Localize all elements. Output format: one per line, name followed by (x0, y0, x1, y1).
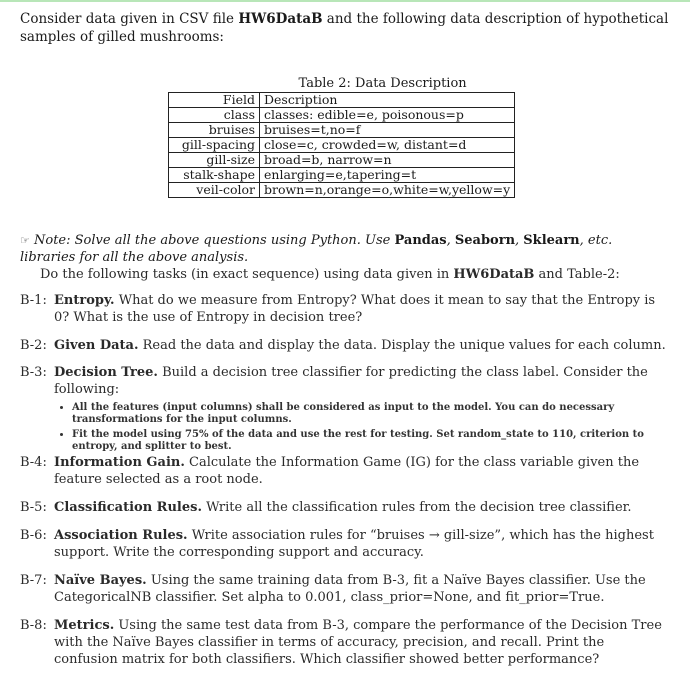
task-body (54, 617, 670, 668)
task-body (54, 499, 670, 516)
task-text: Calculate the Information Game (IG) for the class variable given the feature selected as a root node. (54, 455, 640, 487)
table-row (169, 138, 515, 153)
note-text: Note: Solve all the above questions using Python. Use (29, 233, 395, 248)
task-number: B-6: (20, 528, 47, 543)
task-number: B-8: (20, 618, 47, 633)
description-cell: broad=b, narrow=n (260, 153, 515, 168)
table-row (169, 183, 515, 198)
field-cell: veil-color (169, 183, 260, 198)
description-cell: close=c, crowded=w, distant=d (260, 138, 515, 153)
description-cell: bruises=t,no=f (260, 123, 515, 138)
task-body (54, 572, 670, 606)
task-body (54, 337, 670, 354)
header-field: Field (169, 93, 260, 108)
file-name: HW6DataB (453, 267, 535, 282)
task-b5 (20, 499, 670, 516)
task-title: Entropy. (54, 293, 115, 308)
library-pandas: Pandas (394, 233, 447, 248)
data-description-table (168, 92, 515, 198)
task-title: Decision Tree. (54, 365, 158, 380)
note-sep: , (446, 233, 455, 248)
table-row (169, 168, 515, 183)
task-title: Metrics. (54, 618, 115, 633)
table-row (169, 123, 515, 138)
task-title: Association Rules. (54, 528, 188, 543)
task-b8 (20, 617, 670, 668)
task-number: B-7: (20, 573, 47, 588)
task-b6 (20, 527, 670, 561)
task-b7 (20, 572, 670, 606)
task-title: Classification Rules. (54, 500, 202, 515)
task-text: Build a decision tree classifier for predicting the class label. Consider the following: (54, 365, 648, 397)
task-b3 (20, 364, 670, 456)
task-bullet-list (54, 402, 670, 453)
task-number: B-5: (20, 500, 47, 515)
task-title: Given Data. (54, 338, 139, 353)
instruction-text: Do the following tasks (in exact sequence) using data given in (40, 267, 454, 282)
top-border (0, 0, 690, 2)
task-text: Read the data and display the data. Display the unique values for each column. (138, 338, 666, 353)
task-b4 (20, 454, 670, 488)
field-cell: bruises (169, 123, 260, 138)
task-text: Using the same training data from B-3, fit a Naïve Bayes classifier. Use the CategoricalNB classifier. Set alpha to 0.001, class_prior=None, and fit_prior=True. (54, 573, 646, 605)
table-row (169, 108, 515, 123)
note-text-end: , etc. libraries for all the above analysis. (20, 233, 613, 265)
bullet-item: • Fit the model using 75% of the data and use the rest for testing. Set random_state to 110, criterion to entropy, and splitter to best. (72, 429, 670, 453)
field-cell: gill-size (169, 153, 260, 168)
description-cell: brown=n,orange=o,white=w,yellow=y (260, 183, 515, 198)
description-cell: enlarging=e,tapering=t (260, 168, 515, 183)
bullet-item: • All the features (input columns) shall be considered as input to the model. You can do necessary transformations for the input columns. (72, 402, 670, 426)
note-sep: , (515, 233, 524, 248)
header-description: Description (260, 93, 515, 108)
intro-text-end: and the following data description of hypothetical samples of gilled mushrooms: (20, 11, 669, 45)
task-body (54, 454, 670, 488)
field-cell: gill-spacing (169, 138, 260, 153)
library-seaborn: Seaborn (454, 233, 516, 248)
task-title: Naïve Bayes. (54, 573, 147, 588)
task-b1 (20, 292, 670, 326)
instruction-text-end: and Table-2: (534, 267, 620, 282)
task-number: B-1: (20, 293, 47, 308)
table-caption: Table 2: Data Description (298, 76, 467, 91)
task-text: Using the same test data from B-3, compare the performance of the Decision Tree with the Naïve Bayes classifier in terms of accuracy, precision, and recall. Print the confusion matrix for both classifiers. Which classifier showed better performance? (54, 618, 662, 667)
file-name: HW6DataB (238, 11, 323, 27)
instruction-paragraph (40, 266, 670, 283)
table-header-row (169, 93, 515, 108)
intro-text: Consider data given in CSV file (20, 11, 239, 27)
task-text: What do we measure from Entropy? What does it mean to say that the Entropy is 0? What is the use of Entropy in decision tree? (54, 293, 656, 325)
field-cell: stalk-shape (169, 168, 260, 183)
note-paragraph (20, 232, 670, 266)
field-cell: class (169, 108, 260, 123)
task-number: B-2: (20, 338, 47, 353)
task-body (54, 527, 670, 561)
task-body (54, 292, 670, 326)
description-cell: classes: edible=e, poisonous=p (260, 108, 515, 123)
task-b2 (20, 337, 670, 354)
task-number: B-4: (20, 455, 47, 470)
data-description-table-wrap (168, 76, 515, 198)
task-title: Information Gain. (54, 455, 185, 470)
intro-paragraph (20, 10, 670, 46)
library-sklearn: Sklearn (523, 233, 580, 248)
task-body (54, 364, 670, 456)
task-number: B-3: (20, 365, 47, 380)
task-text: Write all the classification rules from the decision tree classifier. (201, 500, 632, 515)
task-text: Write association rules for “bruises → gill-size”, which has the highest support. Write the corresponding support and accuracy. (54, 528, 654, 560)
table-row (169, 153, 515, 168)
pointing-hand-icon: ☞ (20, 234, 30, 247)
